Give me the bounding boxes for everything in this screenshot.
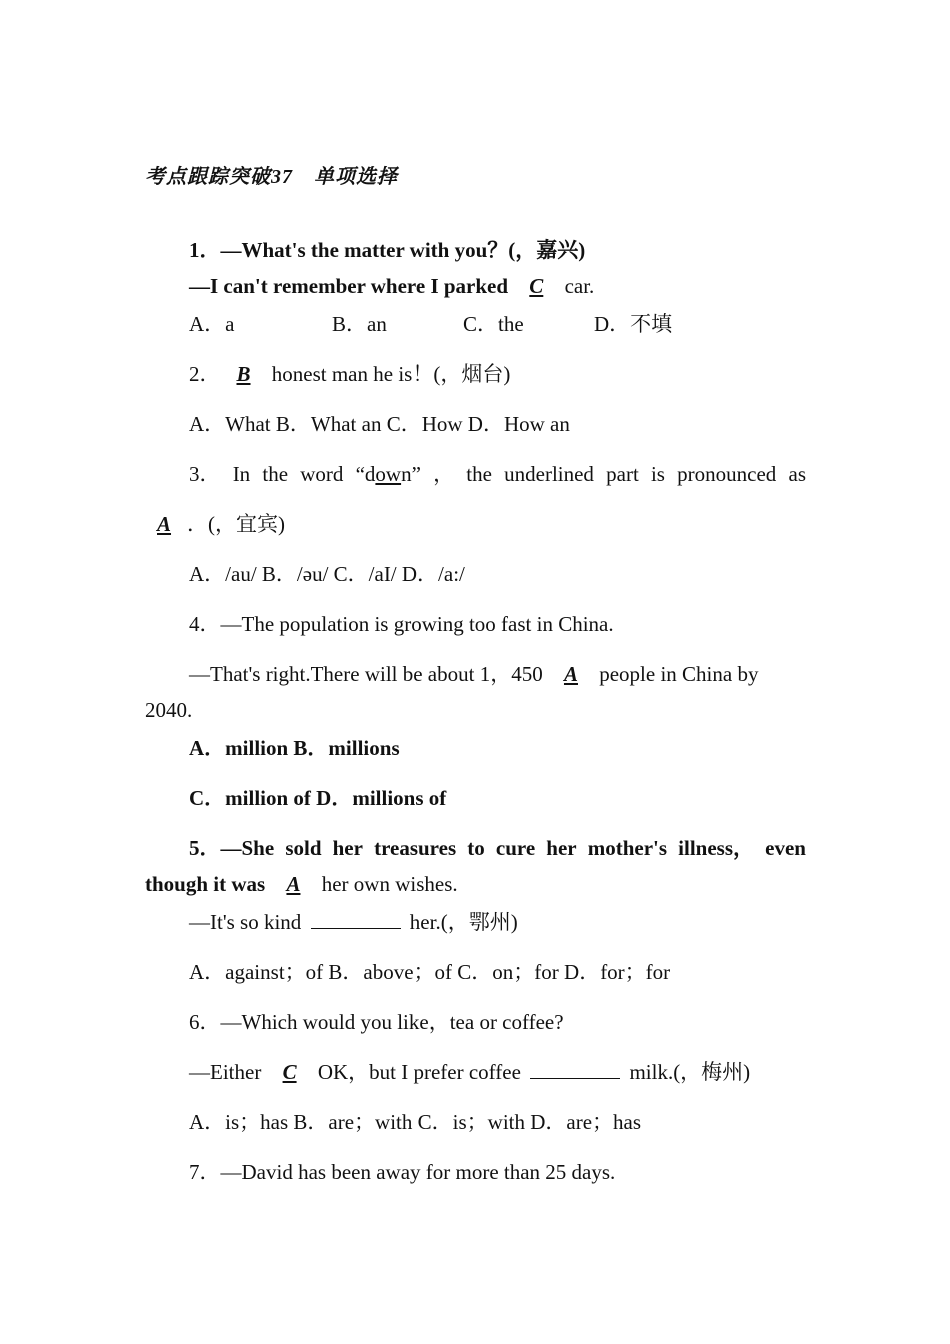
q1-text: —I can't remember where I parked — [189, 274, 514, 298]
q3-answer: A — [157, 512, 172, 536]
q4-options-cd: C．million of D．millions of — [189, 786, 447, 810]
q2-line1 — [189, 360, 510, 388]
q3-word-part: “d — [355, 462, 376, 486]
page-title: 考点跟踪突破37 单项选择 — [145, 166, 398, 188]
q2-answer: B — [236, 362, 251, 386]
q4-line1: 4．—The population is growing too fast in China. — [189, 612, 614, 636]
q2-options: A．What B．What an C．How D．How an — [189, 412, 570, 436]
q3-word: as — [788, 462, 806, 486]
q5-word: even — [765, 836, 806, 860]
q3-word: In — [232, 462, 251, 486]
q5-blank — [311, 910, 401, 929]
q6-text-mid: OK，but I prefer coffee — [312, 1060, 527, 1084]
q3-word: the — [262, 462, 289, 486]
q3-source: ．(，宜宾) — [187, 512, 286, 536]
q5-text-end: her own wishes. — [316, 872, 458, 896]
q6-source: milk.(，梅州) — [624, 1060, 751, 1084]
q6-answer: C — [282, 1060, 297, 1084]
q4-text-end: people in China by — [593, 662, 759, 686]
q4-text: —That's right.There will be about 1，450 — [189, 662, 548, 686]
q6-line2 — [189, 1058, 750, 1086]
q5-word: mother's — [587, 836, 668, 860]
q5-text: though it was — [145, 872, 271, 896]
q5-word: cure — [495, 836, 536, 860]
q5-options: A．against；of B．above；of C．on；for D．for；for — [189, 960, 671, 984]
q5-word: her — [332, 836, 363, 860]
q1-option-b: B．an — [332, 312, 387, 336]
q1-option-c: C．the — [463, 312, 524, 336]
q3-word: is — [650, 462, 665, 486]
q4-line2 — [189, 660, 758, 688]
q5-word: to — [467, 836, 485, 860]
q3-line2 — [145, 510, 285, 538]
q3-word-part: n” — [401, 462, 421, 486]
q7-line1: 7．—David has been away for more than 25 days. — [189, 1160, 616, 1184]
q5-word: illness， — [678, 836, 755, 860]
q1-option-d: D．不填 — [594, 312, 673, 336]
q5-answer: A — [286, 872, 301, 896]
q1-line2 — [189, 272, 594, 300]
q2-text: honest man he is！(，烟台) — [266, 362, 511, 386]
q3-word: ， — [433, 462, 455, 486]
q5-word: 5．—She — [189, 836, 275, 860]
q3-word: part — [606, 462, 639, 486]
q3-line1 — [189, 460, 806, 488]
q6-blank — [530, 1060, 620, 1079]
q5-text: —It's so kind — [189, 910, 307, 934]
q1-line1: 1．—What's the matter with you？(，嘉兴) — [189, 238, 586, 262]
q4-line3: 2040. — [145, 698, 193, 722]
q5-line3 — [189, 908, 518, 936]
q5-line1 — [189, 834, 806, 862]
q5-word: her — [546, 836, 577, 860]
q6-text: —Either — [189, 1060, 267, 1084]
q4-answer: A — [563, 662, 578, 686]
q5-word: sold — [285, 836, 322, 860]
q4-options-ab: A．million B．millions — [189, 736, 400, 760]
q1-text-end: car. — [559, 274, 595, 298]
q3-word: the — [466, 462, 492, 486]
q5-word: treasures — [374, 836, 457, 860]
q5-source: her.(，鄂州) — [404, 910, 518, 934]
q3-word: 3． — [189, 462, 221, 486]
q1-options — [189, 310, 672, 338]
q1-option-a: A．a — [189, 312, 235, 336]
q6-line1: 6．—Which would you like，tea or coffee? — [189, 1010, 564, 1034]
q6-options: A．is；has B．are；with C．is；with D．are；has — [189, 1110, 642, 1134]
q3-target-word — [356, 460, 421, 488]
q3-options: A．/au/ B．/əu/ C．/aI/ D．/a:/ — [189, 562, 465, 586]
q3-word: word — [300, 462, 344, 486]
q3-word: pronounced — [677, 462, 777, 486]
q3-word: underlined — [504, 462, 594, 486]
q2-number: 2． — [189, 362, 221, 386]
q1-answer: C — [529, 274, 544, 298]
q3-underlined-part: ow — [375, 462, 402, 486]
q5-line2 — [145, 870, 458, 898]
